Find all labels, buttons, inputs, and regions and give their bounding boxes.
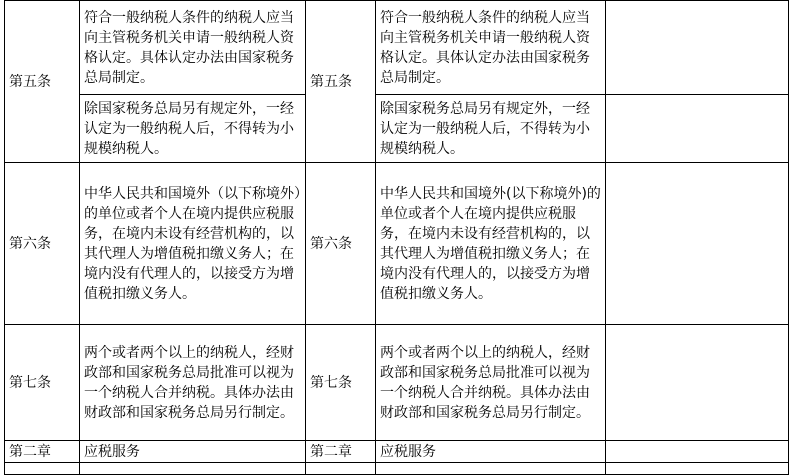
table-row	[5, 1, 789, 95]
table-row	[5, 95, 789, 163]
empty-cell	[606, 163, 789, 325]
table-row	[5, 441, 789, 463]
comparison-table	[4, 0, 789, 475]
chapter-title-left: 应税服务	[80, 441, 306, 463]
article-text-right: 符合一般纳税人条件的纳税人应当向主管税务机关申请一般纳税人资格认定。具体认定办法由国家税务总局制定。	[376, 1, 606, 95]
article-text-left: 中华人民共和国境外（以下称境外）的单位或者个人在境内提供应税服务，在境内未设有经营机构的，以其代理人为增值税扣缴义务人；在境内没有代理人的，以接受方为增值税扣缴义务人。	[80, 163, 306, 325]
article-label-right: 第六条	[306, 163, 376, 325]
article-label-right: 第五条	[306, 1, 376, 163]
empty-cell	[606, 95, 789, 163]
article-label-left: 第七条	[5, 325, 80, 441]
article-text-left: 两个或者两个以上的纳税人，经财政部和国家税务总局批准可以视为一个纳税人合并纳税。具体办法由财政部和国家税务总局另行制定。	[80, 325, 306, 441]
chapter-label-left: 第二章	[5, 441, 80, 463]
article-text-right: 除国家税务总局另有规定外，一经认定为一般纳税人后，不得转为小规模纳税人。	[376, 95, 606, 163]
article-label-left: 第六条	[5, 163, 80, 325]
empty-cell	[606, 1, 789, 95]
table-row	[5, 163, 789, 325]
chapter-title-right: 应税服务	[376, 441, 606, 463]
article-label-right: 第七条	[306, 325, 376, 441]
article-text-left: 除国家税务总局另有规定外，一经认定为一般纳税人后，不得转为小规模纳税人。	[80, 95, 306, 163]
chapter-label-right: 第二章	[306, 441, 376, 463]
article-text-right: 中华人民共和国境外(以下称境外)的单位或者个人在境内提供应税服务，在境内未设有经营机构的，以其代理人为增值税扣缴义务人；在境内没有代理人的，以接受方为增值税扣缴义务人。	[376, 163, 606, 325]
empty-cell	[606, 325, 789, 441]
empty-cell	[606, 441, 789, 463]
article-label-left: 第五条	[5, 1, 80, 163]
article-text-right: 两个或者两个以上的纳税人，经财政部和国家税务总局批准可以视为一个纳税人合并纳税。具体办法由财政部和国家税务总局另行制定。	[376, 325, 606, 441]
table-row	[5, 325, 789, 441]
article-text-left: 符合一般纳税人条件的纳税人应当向主管税务机关申请一般纳税人资格认定。具体认定办法由国家税务总局制定。	[80, 1, 306, 95]
